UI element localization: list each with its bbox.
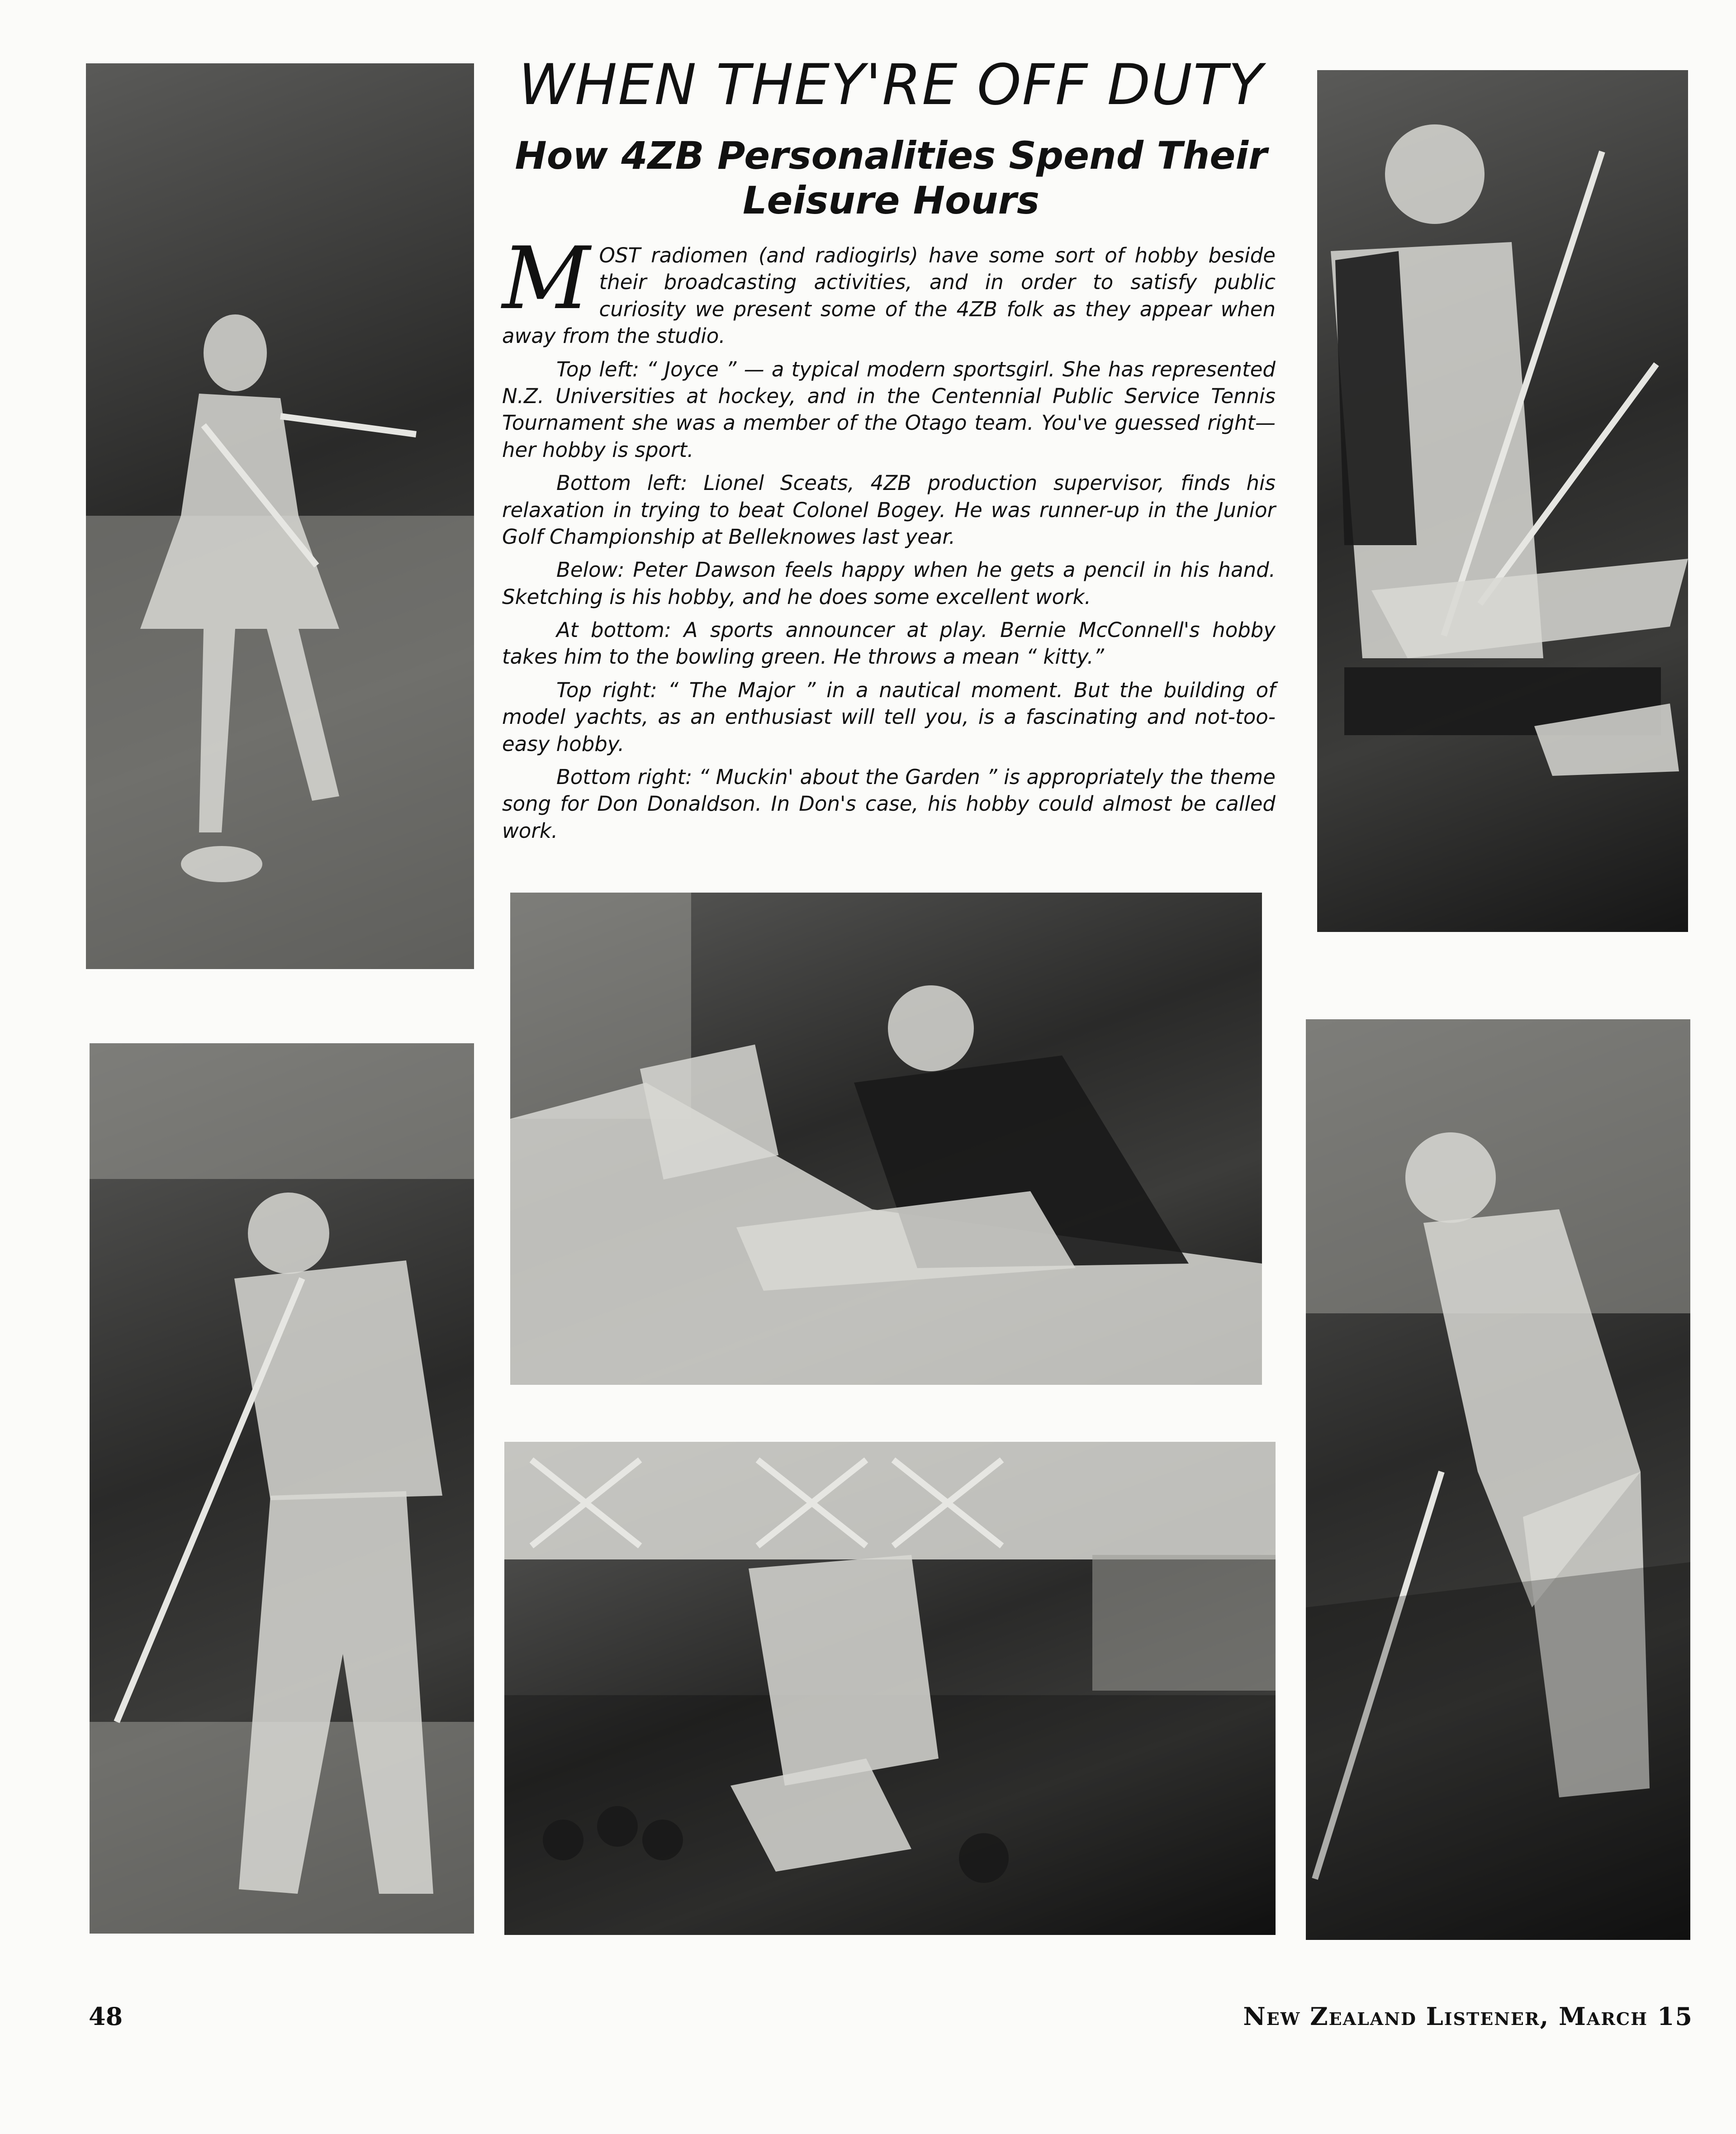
photo-major-yacht [1317,70,1688,932]
caption-bottom-right: Bottom right: “ Muckin' about the Garden ” is appropriately the theme song for Don Donaldson. In Don's case, his hobby could almost be called work. [502,765,1276,843]
publication-line: New Zealand Listener, March 15 [1243,2002,1693,2031]
article-subtitle: How 4ZB Personalities Spend Their Leisure Hours [515,133,1267,223]
photo-don-garden [1306,1019,1690,1940]
intro-text: OST radiomen (and radiogirls) have some sort of hobby beside their broadcasting activities, and in order to satisfy public curiosity we present some of the 4ZB folk as they appear when away from the studio. [502,243,1276,348]
photo-lionel-golf [90,1043,474,1934]
drop-cap: M [502,228,590,328]
gardening-image [1306,1019,1690,1940]
article-title: WHEN THEY'RE OFF DUTY [518,52,1264,118]
intro-paragraph [502,228,1276,350]
photo-bernie-bowls [504,1442,1276,1935]
caption-bottom-left: Bottom left: Lionel Sceats, 4ZB production supervisor, finds his relaxation in trying to beat Colonel Bogey. He was runner-up in the Junior Golf Championship at Belleknowes last year. [502,471,1276,549]
tennis-player-image [86,63,474,969]
model-yacht-image [1317,70,1688,932]
article-body [502,228,1276,851]
caption-top-left: Top left: “ Joyce ” — a typical modern sportsgirl. She has represented N.Z. Universities at hockey, and in the Centennial Public Service Tennis Tournament she was a member of the Otago team. You've guessed right—her hobby is sport. [502,357,1276,462]
caption-below: Below: Peter Dawson feels happy when he gets a pencil in his hand. Sketching is his hobby, and he does some excellent work. [502,558,1276,609]
lawn-bowls-image [504,1442,1276,1935]
photo-joyce-tennis [86,63,474,969]
golfer-image [90,1043,474,1934]
caption-at-bottom: At bottom: A sports announcer at play. Bernie McConnell's hobby takes him to the bowling green. He throws a mean “ kitty.” [502,618,1276,669]
photo-peter-sketching [510,893,1262,1385]
sketching-image [510,893,1262,1385]
page-number: 48 [89,2002,123,2031]
caption-top-right: Top right: “ The Major ” in a nautical moment. But the building of model yachts, as an enthusiast will tell you, is a fascinating and not-too-easy hobby. [502,678,1276,756]
